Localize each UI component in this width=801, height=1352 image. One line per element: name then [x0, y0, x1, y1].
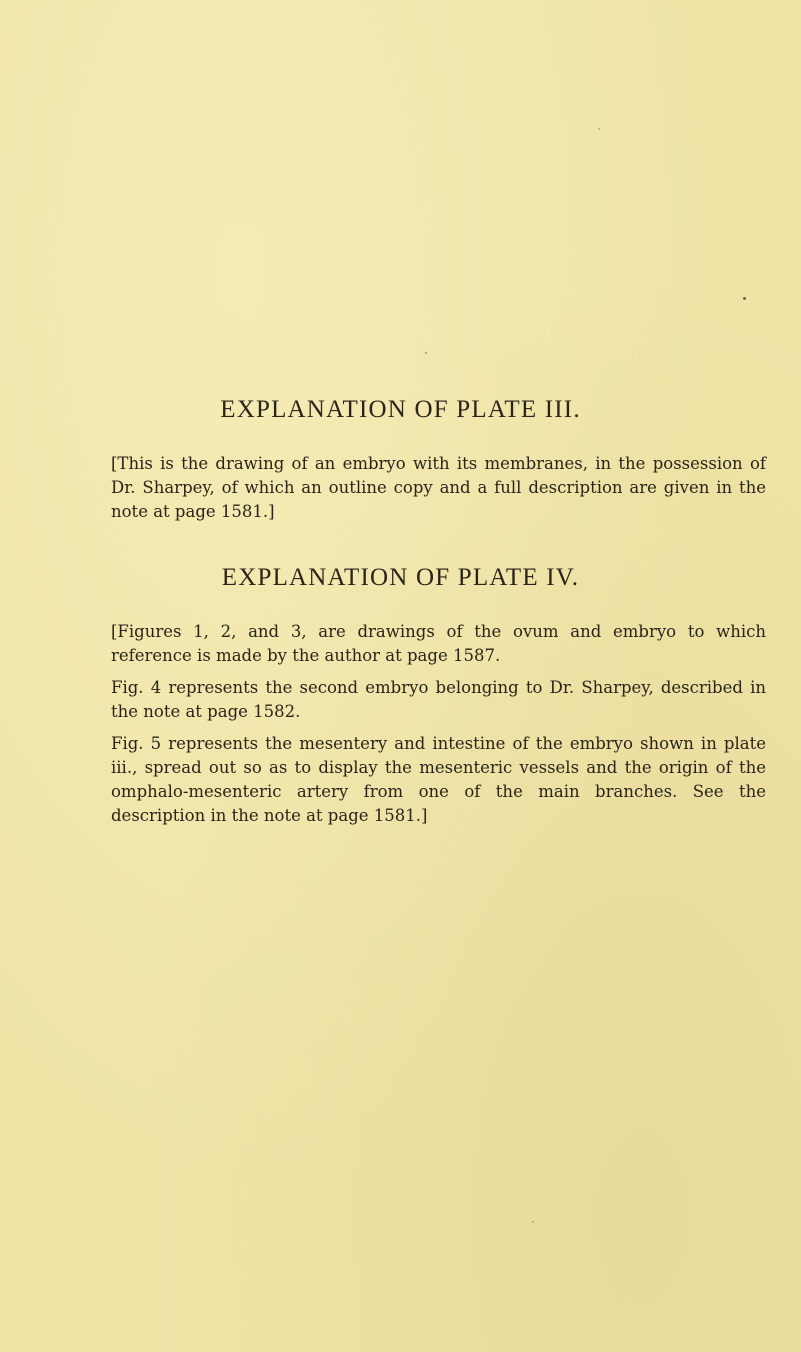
paper-speck	[532, 1221, 534, 1223]
plate-iii-heading: EXPLANATION OF PLATE III.	[220, 396, 581, 423]
plate-iv-figure-4-description: Fig. 4 represents the second embryo belonging to Dr. Sharpey, described in the note at page 1582.	[111, 678, 766, 721]
plate-iv-figure-5-description: Fig. 5 represents the mesentery and intestine of the embryo shown in plate iii., spread out so as to display the mesenteric vessels and the origin of the omphalo-mesenteric artery from one of the main branches. See the description in the note at page 1581.]	[111, 734, 766, 825]
paper-speck	[425, 352, 427, 354]
paper-speck	[743, 297, 746, 300]
plate-iii-description: [This is the drawing of an embryo with its membranes, in the possession of Dr. Sharpey, of which an outline copy and a full description are given in the note at page 1581.]	[111, 454, 766, 521]
paper-speck	[598, 128, 600, 130]
plate-iv-figures-1-3-description: [Figures 1, 2, and 3, are drawings of the ovum and embryo to which reference is made by the author at page 1587.	[111, 622, 766, 665]
plate-iv-heading: EXPLANATION OF PLATE IV.	[221, 564, 580, 591]
